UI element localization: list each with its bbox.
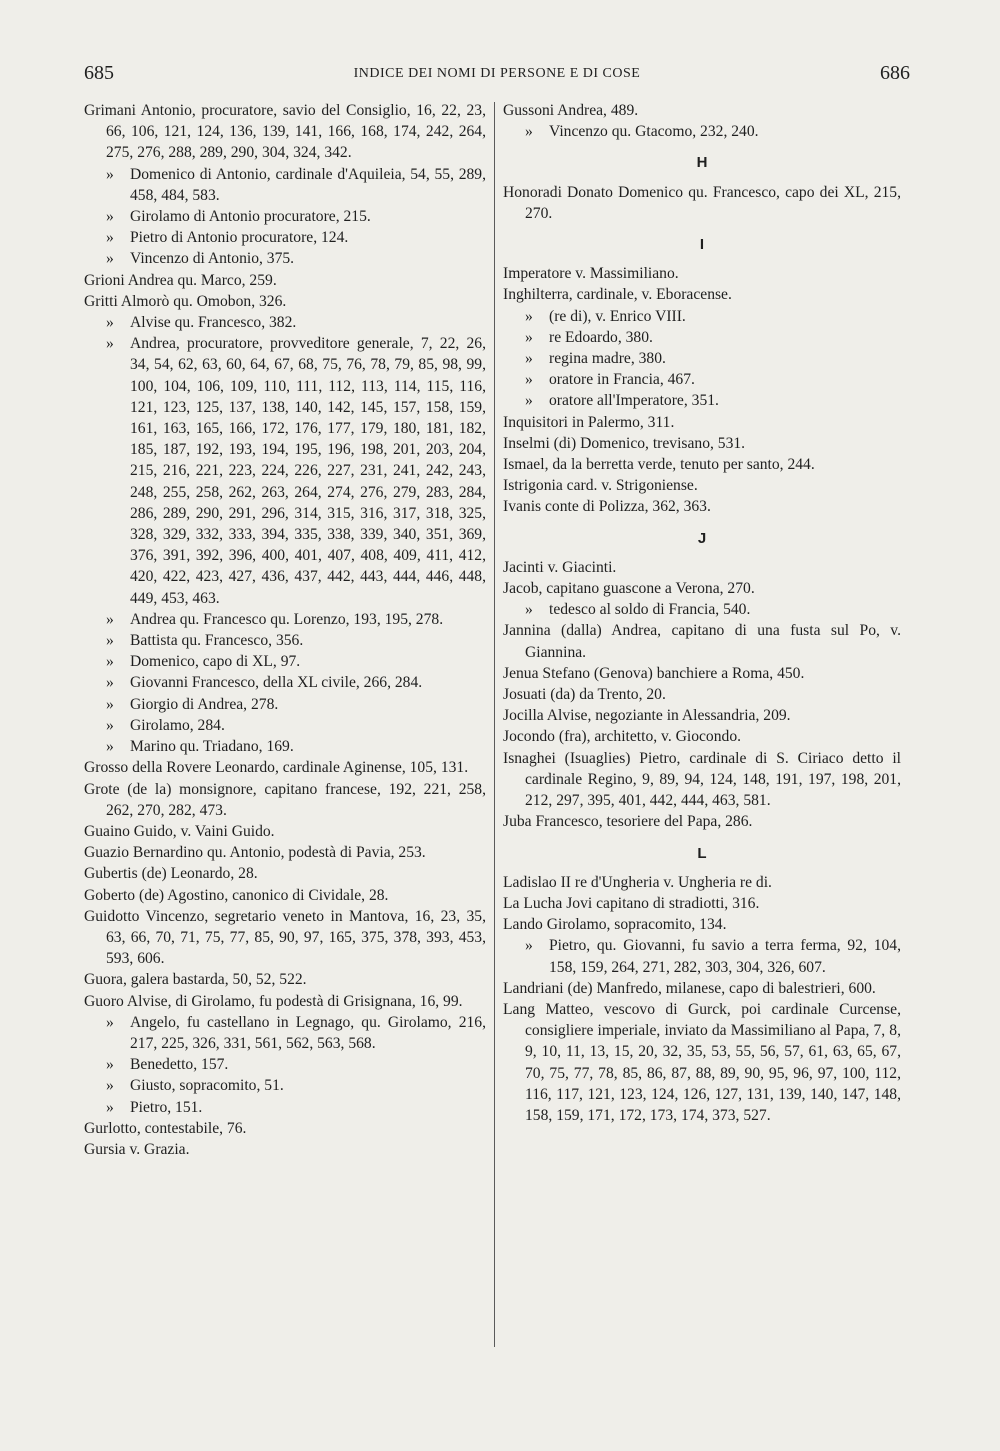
entry-text: Girolamo, 284. — [130, 716, 225, 734]
entry-text: Alvise qu. Francesco, 382. — [130, 314, 297, 332]
ditto-mark: » — [106, 738, 114, 756]
entry-text: (re di), v. Enrico VIII. — [549, 307, 686, 325]
entry-text: Gussoni Andrea, 489. — [503, 102, 639, 119]
ditto-mark: » — [106, 314, 114, 332]
index-entry — [503, 872, 901, 893]
entry-text: Isnaghei (Isuaglies) Pietro, cardinale di S. Ciriaco detto il cardinale Regino, 9, 89, 94, 124, 148, 191, 197, 198, 201, 212, 297, 395, 401, 442, 444, 463, 581. — [503, 749, 901, 810]
entry-text: Imperatore v. Massimiliano. — [503, 265, 679, 283]
ditto-mark: » — [106, 208, 114, 226]
index-entry — [503, 263, 901, 284]
entry-text: Jannina (dalla) Andrea, capitano di una fusta sul Po, v. Giannina. — [503, 622, 901, 661]
entry-text: Goberto (de) Agostino, canonico di Cividale, 28. — [84, 886, 389, 904]
entry-text: Jocilla Alvise, negoziante in Alessandria, 209. — [503, 707, 791, 725]
entry-text: Jacob, capitano guascone a Verona, 270. — [503, 580, 755, 598]
entry-text: Ladislao II re d'Ungheria v. Ungheria re di. — [503, 873, 772, 891]
index-subentry — [84, 630, 486, 651]
index-subentry — [503, 327, 901, 348]
index-column-right — [503, 100, 901, 1126]
index-entry — [503, 893, 901, 914]
index-entry — [84, 270, 486, 291]
index-entry — [84, 1118, 486, 1139]
entry-text: Domenico di Antonio, cardinale d'Aquileia, 54, 55, 289, 458, 484, 583. — [130, 165, 486, 204]
ditto-mark: » — [525, 328, 533, 346]
index-entry — [84, 1139, 486, 1160]
index-subentry — [84, 164, 486, 206]
index-subentry — [503, 121, 901, 142]
entry-text: Landriani (de) Manfredo, milanese, capo di balestrieri, 600. — [503, 979, 876, 997]
index-entry — [84, 991, 486, 1012]
entry-text: Guidotto Vincenzo, segretario veneto in Mantova, 16, 23, 35, 63, 66, 70, 71, 75, 77, 85, 90, 97, 165, 375, 378, 393, 453, 593, 606. — [84, 907, 486, 968]
index-subentry — [84, 312, 486, 333]
index-entry — [503, 100, 901, 121]
ditto-mark: » — [106, 165, 114, 183]
entry-text: La Lucha Jovi capitano di stradiotti, 316. — [503, 894, 760, 912]
index-entry — [84, 757, 486, 778]
index-entry — [503, 496, 901, 517]
page-number-right: 686 — [880, 62, 910, 84]
entry-text: Istrigonia card. v. Strigoniense. — [503, 477, 698, 495]
entry-text: re Edoardo, 380. — [549, 328, 653, 346]
index-subentry — [503, 390, 901, 411]
index-subentry — [503, 935, 901, 977]
index-entry — [503, 999, 901, 1126]
index-entry — [503, 557, 901, 578]
index-entry — [503, 726, 901, 747]
section-letter: H — [696, 154, 708, 172]
index-entry — [84, 863, 486, 884]
entry-text: Marino qu. Triadano, 169. — [130, 738, 294, 756]
entry-text: Guora, galera bastarda, 50, 52, 522. — [84, 971, 307, 989]
ditto-mark: » — [106, 1077, 114, 1095]
index-entry — [84, 779, 486, 821]
index-subentry — [84, 248, 486, 269]
index-entry — [84, 842, 486, 863]
ditto-mark: » — [106, 250, 114, 268]
index-subentry — [503, 369, 901, 390]
index-column-left — [84, 100, 486, 1160]
entry-text: Domenico, capo di XL, 97. — [130, 653, 301, 671]
entry-text: Gurlotto, contestabile, 76. — [84, 1119, 247, 1137]
index-subentry — [84, 1075, 486, 1096]
ditto-mark: » — [106, 1013, 114, 1031]
ditto-mark: » — [525, 371, 533, 389]
section-letter: L — [697, 844, 707, 862]
ditto-mark: » — [106, 716, 114, 734]
entry-text: Pietro, 151. — [130, 1098, 203, 1116]
entry-text: Vincenzo qu. Gtacomo, 232, 240. — [549, 123, 759, 141]
ditto-mark: » — [106, 1098, 114, 1116]
index-subentry — [84, 206, 486, 227]
entry-text: Lando Girolamo, sopracomito, 134. — [503, 916, 727, 934]
entry-text: Grioni Andrea qu. Marco, 259. — [84, 271, 277, 289]
index-entry — [503, 811, 901, 832]
index-entry — [503, 475, 901, 496]
entry-text: Pietro di Antonio procuratore, 124. — [130, 229, 349, 247]
entry-text: Honoradi Donato Domenico qu. Francesco, capo dei XL, 215, 270. — [503, 183, 901, 222]
index-subentry — [84, 333, 486, 609]
ditto-mark: » — [106, 610, 114, 628]
index-subentry — [84, 694, 486, 715]
index-entry — [503, 433, 901, 454]
entry-text: regina madre, 380. — [549, 350, 666, 368]
entry-text: Gursia v. Grazia. — [84, 1140, 190, 1158]
index-subentry — [84, 609, 486, 630]
ditto-mark: » — [106, 1056, 114, 1074]
entry-text: Gubertis (de) Leonardo, 28. — [84, 865, 258, 883]
entry-text: Guazio Bernardino qu. Antonio, podestà di Pavia, 253. — [84, 844, 426, 862]
index-subentry — [503, 348, 901, 369]
index-entry — [503, 663, 901, 684]
entry-text: Grimani Antonio, procuratore, savio del Consiglio, 16, 22, 23, 66, 106, 121, 124, 136, 139, 141, 166, 168, 174, 242, 264, 275, 276, 288, 289, 290, 304, 324, 342. — [84, 102, 486, 162]
column-divider — [494, 102, 495, 1347]
entry-text: Vincenzo di Antonio, 375. — [130, 250, 295, 268]
ditto-mark: » — [525, 937, 533, 955]
index-entry — [84, 821, 486, 842]
index-entry — [84, 906, 486, 970]
entry-text: Guoro Alvise, di Girolamo, fu podestà di Grisignana, 16, 99. — [84, 992, 463, 1010]
entry-text: oratore in Francia, 467. — [549, 371, 695, 389]
entry-text: Juba Francesco, tesoriere del Papa, 286. — [503, 813, 753, 831]
entry-text: Inselmi (di) Domenico, trevisano, 531. — [503, 434, 746, 452]
entry-text: Giovanni Francesco, della XL civile, 266, 284. — [130, 674, 423, 692]
ditto-mark: » — [106, 695, 114, 713]
entry-text: Grote (de la) monsignore, capitano francese, 192, 221, 258, 262, 270, 282, 473. — [84, 780, 486, 819]
index-subentry — [84, 715, 486, 736]
index-entry — [503, 620, 901, 662]
entry-text: tedesco al soldo di Francia, 540. — [549, 601, 751, 619]
index-subentry — [503, 599, 901, 620]
index-subentry — [84, 1097, 486, 1118]
entry-text: Girolamo di Antonio procuratore, 215. — [130, 208, 371, 226]
ditto-mark: » — [106, 335, 114, 353]
index-entry — [84, 291, 486, 312]
index-subentry — [84, 1054, 486, 1075]
entry-text: Ivanis conte di Polizza, 362, 363. — [503, 498, 711, 516]
index-entry — [503, 578, 901, 599]
page-title: INDICE DEI NOMI DI PERSONE E DI COSE — [353, 66, 641, 81]
entry-text: Ismael, da la berretta verde, tenuto per santo, 244. — [503, 456, 815, 474]
ditto-mark: » — [525, 123, 533, 141]
page-number-left: 685 — [84, 62, 114, 84]
ditto-mark: » — [106, 632, 114, 650]
index-entry — [503, 978, 901, 999]
entry-text: Grosso della Rovere Leonardo, cardinale Aginense, 105, 131. — [84, 759, 469, 777]
running-header — [84, 62, 910, 92]
index-entry — [503, 914, 901, 935]
entry-text: Giorgio di Andrea, 278. — [130, 695, 279, 713]
index-entry — [503, 748, 901, 812]
entry-text: Pietro, qu. Giovanni, fu savio a terra ferma, 92, 104, 158, 159, 264, 271, 282, 303, 304, 326, 607. — [549, 937, 901, 976]
ditto-mark: » — [106, 229, 114, 247]
entry-text: Gritti Almorò qu. Omobon, 326. — [84, 292, 287, 310]
entry-text: Benedetto, 157. — [130, 1056, 229, 1074]
index-entry — [503, 454, 901, 475]
entry-text: Jacinti v. Giacinti. — [503, 558, 617, 576]
entry-text: Inquisitori in Palermo, 311. — [503, 413, 675, 431]
index-subentry — [503, 306, 901, 327]
entry-text: Guaino Guido, v. Vaini Guido. — [84, 822, 275, 840]
ditto-mark: » — [525, 307, 533, 325]
ditto-mark: » — [525, 392, 533, 410]
section-letter: I — [699, 236, 705, 254]
ditto-mark: » — [525, 601, 533, 619]
entry-text: oratore all'Imperatore, 351. — [549, 392, 719, 410]
index-subentry — [84, 736, 486, 757]
entry-text: Giusto, sopracomito, 51. — [130, 1077, 284, 1095]
entry-text: Andrea, procuratore, provveditore generale, 7, 22, 26, 34, 54, 62, 63, 60, 64, 67, 68, 75, 76, 78, 79, 85, 98, 99, 100, 104, 106, 109, 110, 111, 112, 113, 114, 115, 116, 121, 123, 125, 137, 138, 140, 142, 145, 157, 158, 159, 161, 163, 165, 166, 172, 176, 177, 179, 180, 181, 182, 185, 187, 192, 193, 194, 195, 196, 198, 201, 203, 204, 215, 216, 221, 223, 224, 226, 227, 231, 241, 242, 243, 248, 255, 258, 262, 263, 264, 274, 276, 279, 283, 284, 286, 289, 290, 291, 296, 314, 315, 316, 317, 318, 325, 328, 329, 332, 333, 394, 335, 338, 339, 340, 351, 369, 376, 391, 392, 396, 400, 401, 407, 408, 409, 411, 412, 420, 422, 423, 427, 436, 437, 442, 443, 444, 446, 448, 449, 453, 463. — [130, 335, 486, 607]
ditto-mark: » — [525, 350, 533, 368]
index-entry — [84, 885, 486, 906]
entry-text: Battista qu. Francesco, 356. — [130, 632, 304, 650]
index-entry — [84, 100, 486, 164]
index-subentry — [84, 672, 486, 693]
index-entry — [503, 412, 901, 433]
ditto-mark: » — [106, 653, 114, 671]
index-entry — [503, 684, 901, 705]
index-subentry — [84, 1012, 486, 1054]
entry-text: Andrea qu. Francesco qu. Lorenzo, 193, 195, 278. — [130, 610, 444, 628]
index-entry — [503, 182, 901, 224]
entry-text: Jenua Stefano (Genova) banchiere a Roma, 450. — [503, 664, 805, 682]
entry-text: Inghilterra, cardinale, v. Eboracense. — [503, 286, 732, 304]
index-entry — [503, 284, 901, 305]
section-letter: J — [697, 529, 707, 547]
index-subentry — [84, 651, 486, 672]
index-entry — [84, 969, 486, 990]
index-subentry — [84, 227, 486, 248]
entry-text: Lang Matteo, vescovo di Gurck, poi cardinale Curcense, consigliere imperiale, inviato da Massimiliano al Papa, 7, 8, 9, 10, 11, 13, 15, 20, 32, 35, 53, 55, 56, 57, 61, 63, 65, 67, 70, 75, 77, 78, 85, 86, 87, 88, 89, 90, 95, 96, 97, 100, 112, 116, 117, 121, 123, 124, 126, 127, 131, 139, 140, 147, 148, 158, 159, 171, 172, 173, 174, 373, 527. — [503, 1000, 901, 1124]
index-entry — [503, 705, 901, 726]
entry-text: Jocondo (fra), architetto, v. Giocondo. — [503, 728, 742, 746]
entry-text: Josuati (da) da Trento, 20. — [503, 686, 666, 704]
ditto-mark: » — [106, 674, 114, 692]
entry-text: Angelo, fu castellano in Legnago, qu. Girolamo, 216, 217, 225, 326, 331, 561, 562, 563, 568. — [130, 1013, 486, 1052]
